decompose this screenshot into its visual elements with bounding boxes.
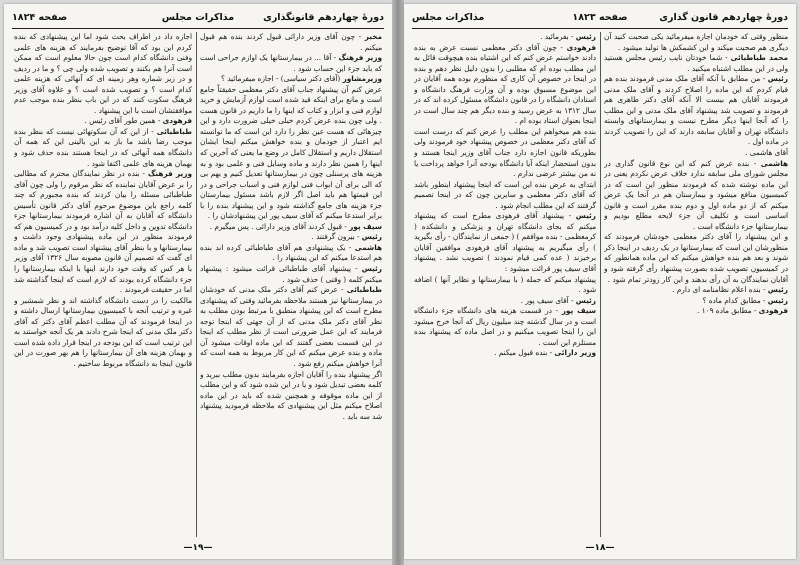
book-gutter [392,0,404,565]
speech-text: پیشنهاد میکنم که جمله ( با بیمارستانها و نظایر آنها ) اضافه شود . [414,274,596,295]
speech-text: (آقای دکتر سیاسی) - اجازه میفرمائید ؟ [221,74,343,84]
speaker-name: رئیس [575,32,596,41]
speech-text: آقای هاشمی . [745,148,788,158]
transcript-paragraph [200,32,382,53]
speech-text: اجازه داد در اطراف بحث شود اما این پیشنهادی که بنده کردم این بود که آقا توضیح بفرمایند که هزینه های علمی وفنی دانشگاه کدام است چون حالا معلوم است که ممکن است آنرا هم بکنند و تصویب شده ولی چی ؟ و ما در ردیف و در زیر شماره وهر زمینه ای که آنهائی که هزینه علمی کدام است ؟ و تصویب شده است ؟ و علاوه آقای وزیر فرهنگ سکوت کنند که در این باب بنظر بنده موجب عدم موافقتشان است با این پیشنهاد . [14,32,192,115]
transcript-paragraph [200,222,382,233]
transcript-paragraph [200,243,382,264]
speaker-name: رئیس [361,264,382,274]
right-folio: —۱۸— [585,543,615,553]
transcript-paragraph [414,211,596,274]
speech-text: - بنده در نظر نمایندگان محترم که مطالبی را بر عرض آقایان نماینده که نظر مرقوم را ولی چون آقای طباطبائی مسئله را بیان کردند که بنده مجبورم که چند کلمه راجع باین موضوع مرحوم آقای دکتر قانون تأسیس دانشگاه که آقایان به آن اشاره فرمودند بیمارستانها جزء دانشگاه تدوین و داخل کلیه درآمد بود و در کمیسیون هم که فرمودند منظور در این ماده پیشنهادی وجود داشت و بیمارستانها و با بنظر آقای پیشنهاد است تصویب شد و ماده ای گفت که تصمیم آن قانون مصوبه سال ۱۳۲۶ آقای وزیر با هر کس که وقت خود دارند اینها با اینکه بیمارستانها را جزء دانشگاه کرده بودند که لازم است که اینجا گذاشته شد اما در حقیقت فرمودند . [14,169,192,295]
left-journal-title: مذاکرات مجلس [161,12,235,23]
left-page [4,4,392,559]
speech-text: - بفرمائید . [540,32,576,41]
right-page-column-right [604,32,788,537]
transcript-paragraph [604,306,788,317]
transcript-paragraph [414,43,596,127]
transcript-paragraph [414,275,596,296]
speaker-name: سیف پور [349,221,382,231]
transcript-paragraph [14,296,192,370]
transcript-paragraph [604,148,788,159]
speaker-name: محمد طباطبائی [730,53,788,63]
transcript-paragraph [200,370,382,423]
transcript-paragraph [414,306,596,348]
speaker-name: رئیس [767,295,788,305]
speaker-name: طباطبائی [156,126,192,136]
transcript-paragraph [414,348,596,359]
left-page-header [12,10,384,28]
transcript-paragraph [604,159,788,233]
speaker-name: رئیس [767,285,788,295]
right-page-header [412,10,788,28]
transcript-paragraph [604,296,788,307]
speech-text: - یک پیشنهادی هم آقای طباطبائی کرده اند بنده هم استدعا میکنم که این پیشنهاد را . [200,242,382,263]
speech-text: منظور وقتی که خودمان اجازه میفرمائید یکی صحبت کنید آن دیگری هم صحبت میکند و این کشمکش ها تولید میشود . [604,32,788,52]
speaker-name: هاشمی [760,158,788,168]
left-folio: —۱۹— [183,543,213,553]
speech-text: ابتدای به عرض بنده این است که اینجا پیشنهاد اینطور باشد که آقای دکتر معظمی و سایرین چون که در اینجا تصمیم گرفتند که این مطلب انجام شود . [414,179,596,210]
speech-text: مالکیت را در دست دانشگاه گذاشته اند و نظر شمشیر و غیره و ترتیب آنجه با کمیسیون بیمارستانها ارسال داشته و در اینجا فرمودند که آن مطلب اعظم آقای دکتر که آقای دکتر ملک مدنی که اینجا شرح دادند هر یک آنجه خواستند به این ترتیب است که این بودجه در اینجا قرار داده شده است و بهمان هزینه های آن بیمارستانها را هم بهر صورت در این قانون اینجا به دانشگاه مربوط ساختیم . [14,295,192,368]
speech-text: - پیشنهاد آقای فرهودی مطرح است که پیشنهاد میکنم که بجای دانشگاه تهران و پزشکی و دانشکده ( کرمعظمی - بنده موافقم ) ( جمعی از نمایندگان - رأی بگیرید ) رأی میگیریم به پیشنهاد آقای فرهودی موافقین آقایان برخیزند ( عده کمی قیام نمودند ) تصویب نشد . پیشنهاد آقای سیف پور قرائت میشود : [414,211,596,274]
right-column-divider [600,32,601,537]
speaker-name: مخبر [364,32,382,41]
speech-text: اگر پیشنهاد بنده را آقایان اجازه بفرمایند بدون مطلب ببرید و کلمه بعضی تبدیل شود و یا در این شده شود که و این مطلب از این ماده موقوفه و همچنین شده که باید در این ماده اصلاح میکنم مثل این پیشنهادی که ملاحظه فرمودید پیشنهاد شد سه باید . [200,369,382,421]
speech-text: بنده هم میخواهم این مطلب را عرض کنم که درست است که آقای دکتر معظمی در خصوص پیشنهاد خود فرمودند ولی بطوریکه قانون اجازه دارد جناب آقای وزیر اینجا هستند و بدون استحضار اینکه آیا دانشگاه بودجه آنرا خواهد پرداخت یا نه من بیشتر عرضی ندارم . [414,126,596,179]
speaker-name: فرهودی [162,116,192,126]
speech-text: - عرض کنم آقای دکتر ملک مدنی که خودشان در بیمارستانها نیز هستند ملاحظه بفرمائید وقتی که پیشنهادی مطرح است که این پیشنهاد منطبق با مرتبط بودن مطلب به نظر آقای دکتر ملک مدنی که از آن جهتی که اینجا توجه فرمایند که این عمل ضرورتی است از نظر مطلب که اینجا در این قسمت بعضی گفتند که این ماده اوقات میشود آن ماده و بنده عرض میکنم که این کار مربوط به همه است که آنرا خواهش میکنم رفع شود . [200,285,382,368]
left-header-rule [12,28,384,29]
speaker-name: رئیس [575,211,596,221]
right-journal-title: مذاکرات مجلس [412,12,485,23]
transcript-paragraph [414,32,596,43]
speech-text: - بنده عرض کنم که این نوع قانون گذاری در مجلس شورای ملی سابقه ندارد خلاف عرض نکردم یعنی در این ماده نوشته شده که فرمودند منظور این است که در کمیسیون منافع میشود و بیمارستان هم در آنجا یک عرض میکنم که از دو ماده اول و دوم بنده مقرر است و قانون اساسی است و تکلیف آن جزء لایحه مطلع بودیم و بیمارستانها جزء دانشگاه است . [604,158,788,231]
right-page-column-left [414,32,596,537]
transcript-paragraph [200,232,382,243]
transcript-paragraph [200,264,382,285]
transcript-paragraph [14,116,192,127]
speech-text: - آقای سیف پور . [520,295,576,305]
speech-text: - پیشنهاد آقای طباطبائی قرائت میشود : پیشنهاد میکنم کلمه ( وقتی ) حذف شود . [200,264,382,284]
transcript-paragraph [604,32,788,53]
speech-text: - قبول کردند آقای وزیر دارائی . پس میگیرم . [209,221,350,231]
speech-text: - مطابق کدام ماده ؟ [702,295,768,305]
transcript-paragraph [200,85,382,222]
transcript-paragraph [414,296,596,307]
left-page-column-left [14,32,192,537]
right-page-number: صفحه ۱۸۲۳ [572,12,628,23]
transcript-paragraph [604,74,788,148]
speaker-name: هاشمی [354,242,382,252]
right-page [404,4,796,559]
transcript-paragraph [14,127,192,169]
transcript-paragraph [200,285,382,369]
transcript-paragraph [414,127,596,180]
speaker-name: رئیس [361,232,382,242]
left-page-column-right [200,32,382,537]
speech-text: - در قسمت هزینه های دانشگاه جزء دانشگاه است و در سال گذشته چند میلیون ریال که آنجا خرج میشود این را اینجا تصویب میکنیم و در اصل ماده که پیشنهاد بنده مستلزم این است . [414,306,596,347]
speech-text: - من مطابق با آنکه آقای ملک مدنی فرمودند بنده هم قیام کردم که این ماده را اصلاح کردند و آقای ملک مدنی فرمودند آقایان هم بیست الا آنکه آقای دکتر طاهری هم فرمودند و تصویب شد پیشنهاد آقای ملک مدنی و این مطلب را که آنجا اینها دیگر مطرح نیست و بیمارستانهای وابسته دانشگاه تهران و آقایان سابقه دارند که این را تصویب کردند در ماده اول . [604,74,788,147]
speech-text: - چون آقای دکتر معظمی نسبت عرض به بنده دادند خواستم عرض کنم که این اشتباه بنده هیچوقت قائل به این مطلب بوده ام که مطلبی را بدون دلیل نظر دهم و بنده در اینجا در خصوص آن کاری که منظورم بوده همه آقایان در این موضوع مسبوق بوده و آن وزارت فرهنگ دانشگاه و استادان دانشگاه را در قانون دانشگاه مسئول کرده اند که در سال ۱۳۱۲ به عرض رسید و بنده دیگر هم چند سال است در اینجا بعنوان استاد بوده ام . [414,42,596,126]
transcript-paragraph [604,285,788,296]
speech-text: - بیرون گرفتند . [311,232,362,242]
speaker-name: رئیس [767,74,788,84]
speech-text: - مطابق ماده ۱۰۹ . [697,306,759,316]
transcript-paragraph [604,232,788,285]
speech-text: عرض کنم آن پیشنهاد جناب آقای دکتر معظمی حقیقتاً جامع است و مانع برای اینکه قید شده است لوازم آزمایش و خرید لوازم فنی و ابزار و کتاب که اینها را ما داریم در قانون هست . ولی چون بنده عرض کردم خیلی خیلی ضرورت دارد و این چیزهائی که هست عین نظر را دارد این است که ما توانسته ایم اعتبار از خودمان و بنده خواهش میکنم اینجا ایشان استقلال داریم و استقلال کامل در وضع ما یعنی که آخرین که اینها را همین نظر دارند و ماده وسایل فنی و علمی بود و به هزینه های پرسنلی چون در بیمارستانها تعدیل کنیم و بهم بی که الی برای آن ابواب فنی لوازم فنی و اسباب جراحی و در این قیمتها هم باید اصل اگر لازم باشد مسئول بیمارستان جزء هزینه های جامع گذاشته شود و این پیشنهاد بنده را با برابر استدعا میکنم که آقای سیف پور این پیشنهادشان را . [200,84,382,221]
transcript-paragraph [604,53,788,74]
speaker-name: وزیرمشاور [342,74,382,84]
speaker-name: فرهودی [758,306,788,316]
speech-text: - بنده اعلام نظامنامه ای دارم . [672,285,768,295]
speech-text: - بنده قبول میکنم . [494,348,555,358]
right-session-title: دورۀ چهاردهم قانون گذاری [659,12,788,23]
speaker-name: طباطبائی [346,285,382,295]
transcript-paragraph [200,53,382,74]
speech-text: - همین طور آقای رئیس . [84,116,163,126]
speaker-name: فرهودی [566,42,596,52]
speech-text: و این پیشنهاد را آقای دکتر معظمی خودشان فرمودند که منظورشان این است که بیمارستانها در یک ردیف در اینجا ذکر شوند و بعد هم بنده خواهش میکنم که این ماده همانطور که در کمیسیون تصویب شده بصورت پیشنهاد رأی گرفته شود و آقایان نمایندگان به آن رأی بدهند و این کار زودتر تمام شود . [604,232,788,284]
speaker-name: وزیر فرهنگ [147,169,192,179]
speaker-name: وزیر دارائی [554,348,596,358]
transcript-paragraph [414,180,596,212]
left-column-divider [196,32,197,537]
speech-text: - آقا ... در بیمارستانها یک اوازم جراحی است که باید جزء این حساب شود . [200,53,382,73]
left-session-title: دورۀ چهاردهم قانونگذاری [263,12,384,23]
transcript-paragraph [14,169,192,296]
speaker-name: رئیس [575,295,596,305]
speaker-name: وزیر فرهنگ [338,53,382,63]
transcript-paragraph [14,32,192,116]
speech-text: - شما خودتان نایب رئیس مجلس هستید ولی در این مطلب اشتباه میکنید . [604,53,788,73]
speech-text: - چون آقای وزیر دارائی قبول کردند بنده هم قبول میکنم . [200,32,382,52]
speaker-name: سیف پور [561,306,596,316]
speech-text: - از این که آن سکوتهائی نیست که بنظر بنده موجب رضا باشد ما باز به این بالینی این که همه آن دانشگاه همه آنهائی که در اینجا هستند بنده حذف شود و بهمان هزینه های علمی اکتفا شود . [14,126,192,168]
left-page-number: صفحه ۱۸۲۴ [12,12,68,23]
right-header-rule [412,28,788,29]
transcript-paragraph [200,74,382,85]
